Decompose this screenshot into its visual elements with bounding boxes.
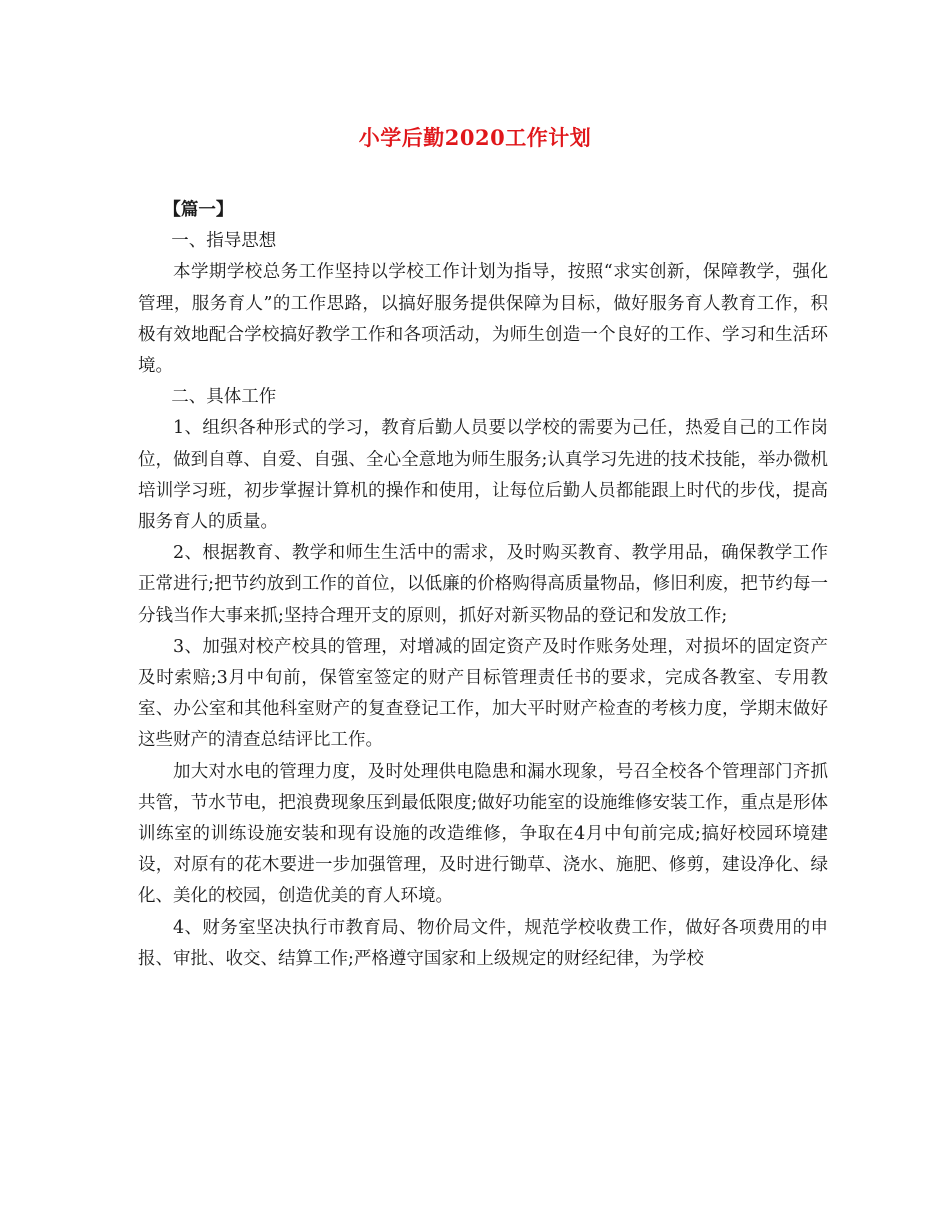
paragraph-item-1: 1、组织各种形式的学习，教育后勤人员要以学校的需要为己任，热爱自己的工作岗位，做到自尊、自爱、自强、全心全意地为师生服务;认真学习先进的技术技能，举办微机培训学习班，初步掌握计算机的操作和使用，让每位后勤人员都能跟上时代的步伐，提高服务育人的质量。 <box>138 418 828 533</box>
heading-guiding-ideology: 一、指导思想 <box>171 231 277 252</box>
document-body <box>138 195 828 975</box>
section-label: 【篇一】 <box>163 200 234 220</box>
paragraph-guiding-ideology: 本学期学校总务工作坚持以学校工作计划为指导，按照“求实创新，保障教学，强化管理，服务育人”的工作思路，以搞好服务提供保障为目标，做好服务育人教育工作，积极有效地配合学校搞好教学工作和各项活动，为师生创造一个良好的工作、学习和生活环境。 <box>138 262 828 377</box>
paragraph-item-3: 3、加强对校产校具的管理，对增减的固定资产及时作账务处理，对损坏的固定资产及时索赔;3月中旬前，保管室签定的财产目标管理责任书的要求，完成各教室、专用教室、办公室和其他科室财产的复查登记工作，加大平时财产检查的考核力度，学期末做好这些财产的清查总结评比工作。 <box>138 636 828 751</box>
paragraph-utilities: 加大对水电的管理力度，及时处理供电隐患和漏水现象，号召全校各个管理部门齐抓共管，节水节电，把浪费现象压到最低限度;做好功能室的设施维修安装工作，重点是形体训练室的训练设施安装和现有设施的改造维修，争取在4月中旬前完成;搞好校园环境建设，对原有的花木要进一步加强管理，及时进行锄草、浇水、施肥、修剪，建设净化、绿化、美化的校园，创造优美的育人环境。 <box>138 761 828 907</box>
document-title: 小学后勤2020工作计划 <box>358 125 592 150</box>
heading-specific-work: 二、具体工作 <box>171 387 277 408</box>
paragraph-item-2: 2、根据教育、教学和师生生活中的需求，及时购买教育、教学用品，确保教学工作正常进行;把节约放到工作的首位，以低廉的价格购得高质量物品，修旧利废，把节约每一分钱当作大事来抓;坚持合理开支的原则，抓好对新买物品的登记和发放工作; <box>138 543 828 626</box>
paragraph-item-4: 4、财务室坚决执行市教育局、物价局文件，规范学校收费工作，做好各项费用的申报、审批、收交、结算工作;严格遵守国家和上级规定的财经纪律，为学校 <box>138 917 828 969</box>
